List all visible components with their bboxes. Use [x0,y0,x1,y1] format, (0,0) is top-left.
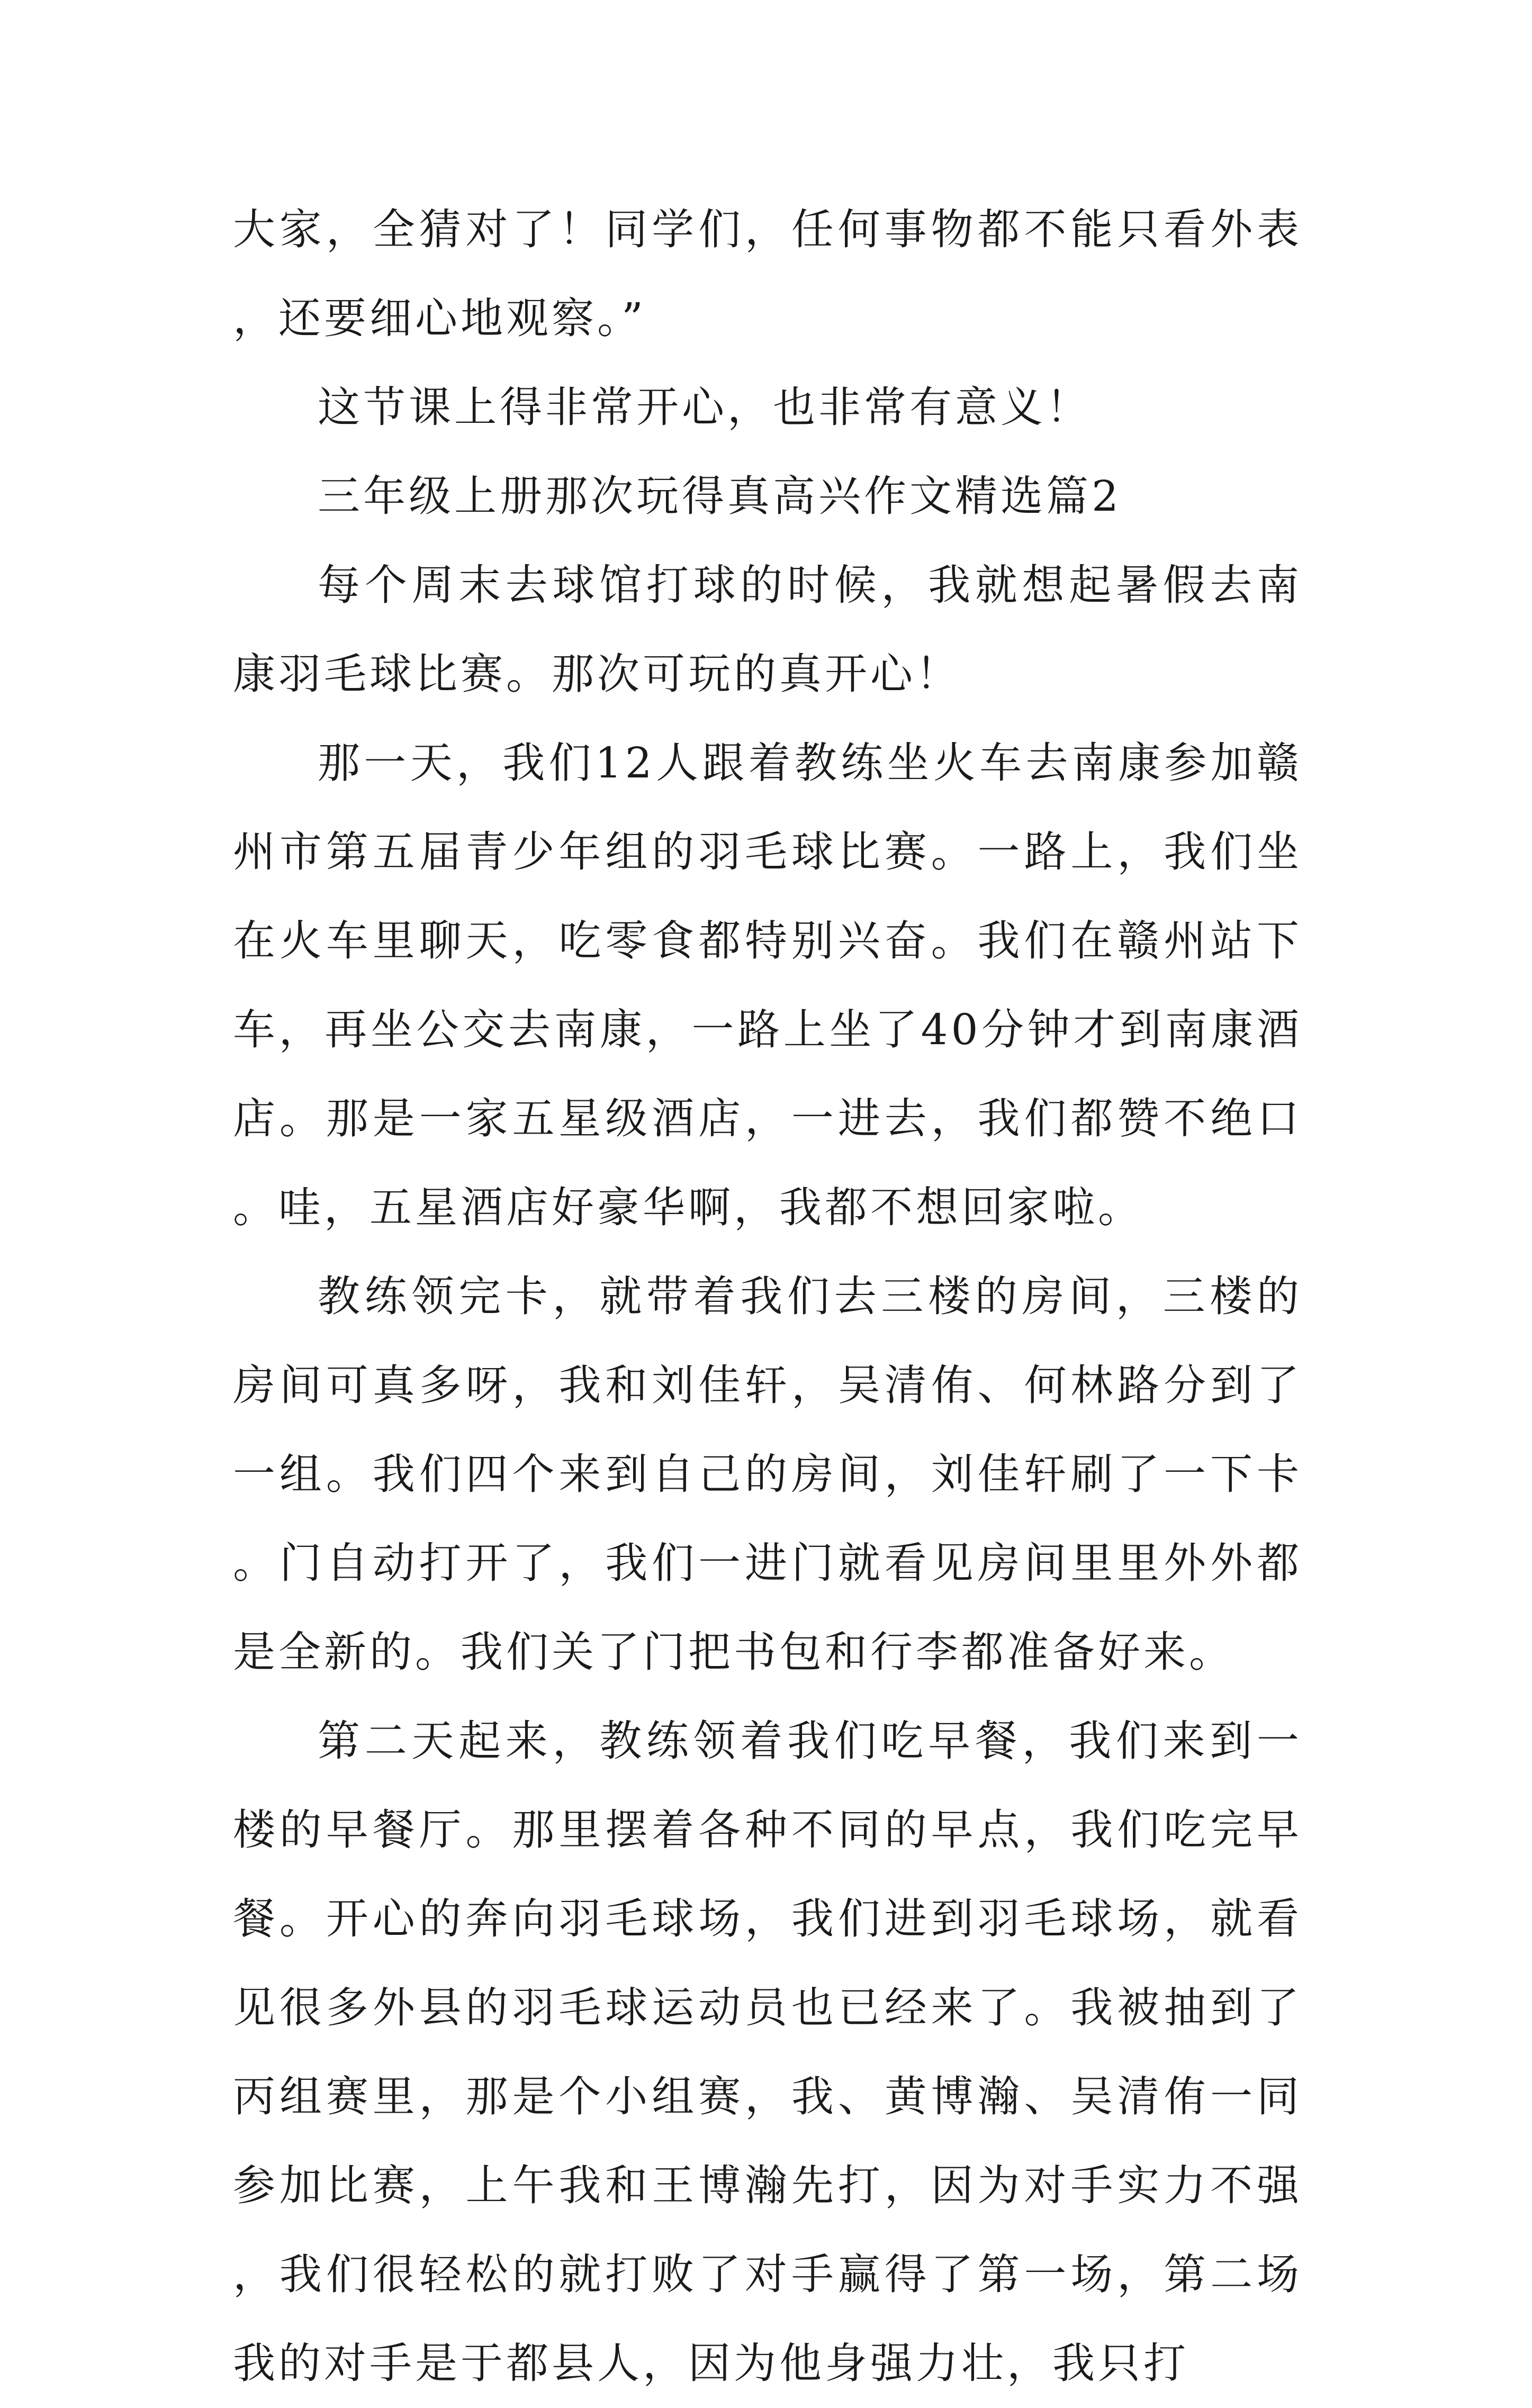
paragraph-3: 每个周末去球馆打球的时候，我就想起暑假去南康羽毛球比赛。那次可玩的真开心！ [233,560,1302,699]
section-heading: 三年级上册那次玩得真高兴作文精选篇2 [318,472,1122,521]
paragraph-2: 这节课上得非常开心，也非常有意义！ [318,383,1092,432]
paragraph-6: 第二天起来，教练领着我们吃早餐，我们来到一楼的早餐厅。那里摆着各种不同的早点，我们吃完早餐。开心的奔向羽毛球场，我们进到羽毛球场，就看见很多外县的羽毛球运动员也已经来了。我被抽到了丙组赛里，那是个小组赛，我、黄博瀚、吴清侑一同参加比赛，上午我和王博瀚先打，因为对手实力不强，我们很轻松的就打败了对手赢得了第一场，第二场我的对手是于都县人，因为他身强力壮，我只打 [233,1716,1302,2388]
paragraph-5: 教练领完卡，就带着我们去三楼的房间，三楼的房间可真多呀，我和刘佳轩，吴清侑、何林路分到了一组。我们四个来到自己的房间，刘佳轩刷了一下卡。门自动打开了，我们一进门就看见房间里里外外都是全新的。我们关了门把书包和行李都准备好来。 [233,1272,1302,1677]
paragraph-1: 大家，全猜对了！同学们，任何事物都不能只看外表，还要细心地观察。” [233,205,1302,343]
paragraph-4: 那一天，我们12人跟着教练坐火车去南康参加赣州市第五届青少年组的羽毛球比赛。一路上，我们坐在火车里聊天，吃零食都特别兴奋。我们在赣州站下车，再坐公交去南康，一路上坐了40分钟才到南康酒店。那是一家五星级酒店，一进去，我们都赞不绝口。哇，五星酒店好豪华啊，我都不想回家啦。 [233,738,1302,1232]
essay-body [233,185,1302,2408]
